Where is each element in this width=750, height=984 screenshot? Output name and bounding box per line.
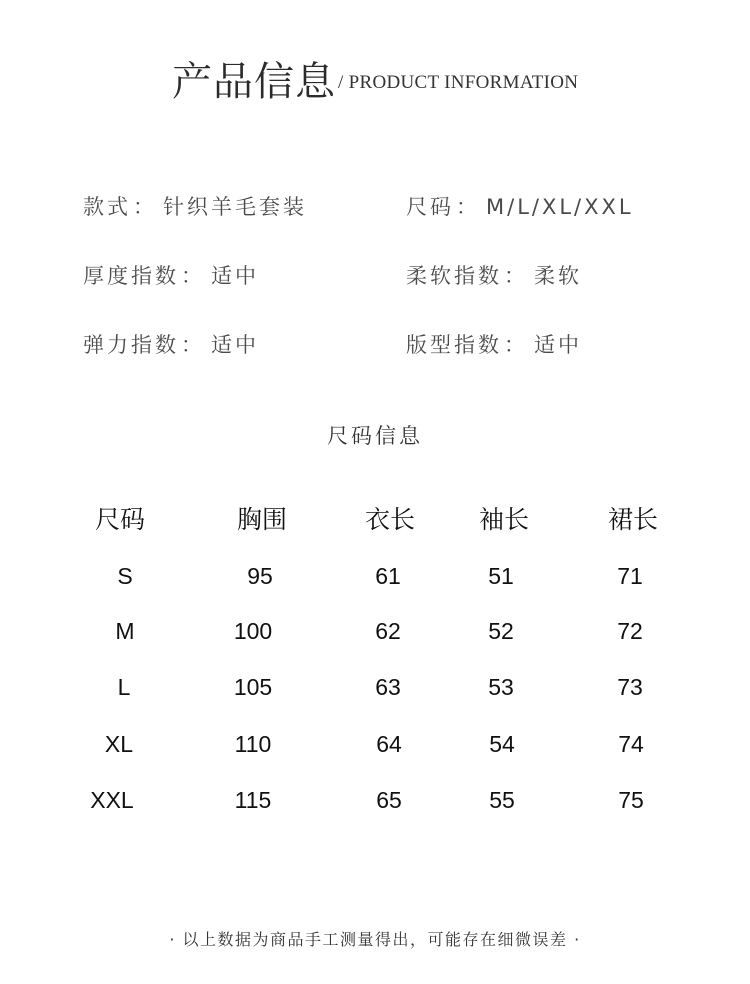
table-cell: 64 bbox=[376, 731, 402, 757]
separator: ： bbox=[181, 333, 205, 357]
table-cell: 72 bbox=[617, 618, 643, 644]
spec-elasticity-label: 弹力指数 bbox=[83, 333, 179, 357]
spec-softness bbox=[406, 260, 582, 290]
table-cell: 100 bbox=[233, 618, 273, 644]
table-cell: 115 bbox=[234, 787, 272, 813]
spec-size bbox=[406, 191, 634, 221]
separator: ： bbox=[181, 264, 205, 288]
spec-elasticity bbox=[83, 329, 259, 359]
table-cell: M bbox=[115, 618, 135, 644]
table-cell: 65 bbox=[376, 787, 402, 813]
table-cell: XL bbox=[104, 731, 134, 757]
separator: ： bbox=[456, 195, 480, 219]
table-cell: 55 bbox=[489, 787, 515, 813]
page-title: 产品信息 bbox=[172, 59, 336, 105]
table-cell: 61 bbox=[375, 563, 401, 589]
table-cell: 73 bbox=[617, 674, 643, 700]
table-header-bust: 胸围 bbox=[236, 505, 287, 534]
table-cell: 74 bbox=[618, 731, 644, 757]
spec-softness-value: 柔软 bbox=[534, 264, 582, 288]
page-subtitle: / PRODUCT INFORMATION bbox=[338, 72, 579, 93]
separator: ： bbox=[504, 333, 528, 357]
table-header-sleeve-length: 袖长 bbox=[478, 505, 529, 534]
table-header-size: 尺码 bbox=[94, 505, 145, 534]
table-cell: 75 bbox=[618, 787, 644, 813]
size-section-title: 尺码信息 bbox=[327, 424, 423, 448]
table-cell: 54 bbox=[489, 731, 515, 757]
measurement-footnote: · 以上数据为商品手工测量得出，可能存在细微误差 · bbox=[169, 930, 581, 949]
spec-fit-value: 适中 bbox=[534, 333, 582, 357]
spec-size-label: 尺码 bbox=[406, 195, 454, 219]
table-cell: 110 bbox=[234, 731, 272, 757]
table-cell: 53 bbox=[488, 674, 514, 700]
table-cell: 105 bbox=[233, 674, 273, 700]
table-cell: 52 bbox=[488, 618, 514, 644]
spec-thickness bbox=[83, 260, 259, 290]
table-header-top-length: 衣长 bbox=[364, 505, 415, 534]
table-cell: S bbox=[117, 563, 133, 589]
table-cell: 62 bbox=[375, 618, 401, 644]
table-header-skirt-length: 裙长 bbox=[607, 505, 658, 534]
table-cell: XXL bbox=[90, 787, 134, 813]
spec-softness-label: 柔软指数 bbox=[406, 264, 502, 288]
spec-size-value: M/L/XL/XXL bbox=[486, 195, 634, 219]
separator: ： bbox=[504, 264, 528, 288]
table-cell: 95 bbox=[247, 563, 273, 589]
spec-thickness-value: 适中 bbox=[211, 264, 259, 288]
spec-fit bbox=[406, 329, 582, 359]
spec-fit-label: 版型指数 bbox=[406, 333, 502, 357]
spec-style-label: 款式 bbox=[83, 195, 131, 219]
spec-elasticity-value: 适中 bbox=[211, 333, 259, 357]
table-cell: 71 bbox=[617, 563, 643, 589]
spec-style bbox=[83, 191, 307, 221]
separator: ： bbox=[133, 195, 157, 219]
table-cell: 51 bbox=[488, 563, 514, 589]
spec-thickness-label: 厚度指数 bbox=[83, 264, 179, 288]
table-cell: 63 bbox=[375, 674, 401, 700]
spec-style-value: 针织羊毛套装 bbox=[163, 195, 307, 219]
table-cell: L bbox=[117, 674, 131, 700]
